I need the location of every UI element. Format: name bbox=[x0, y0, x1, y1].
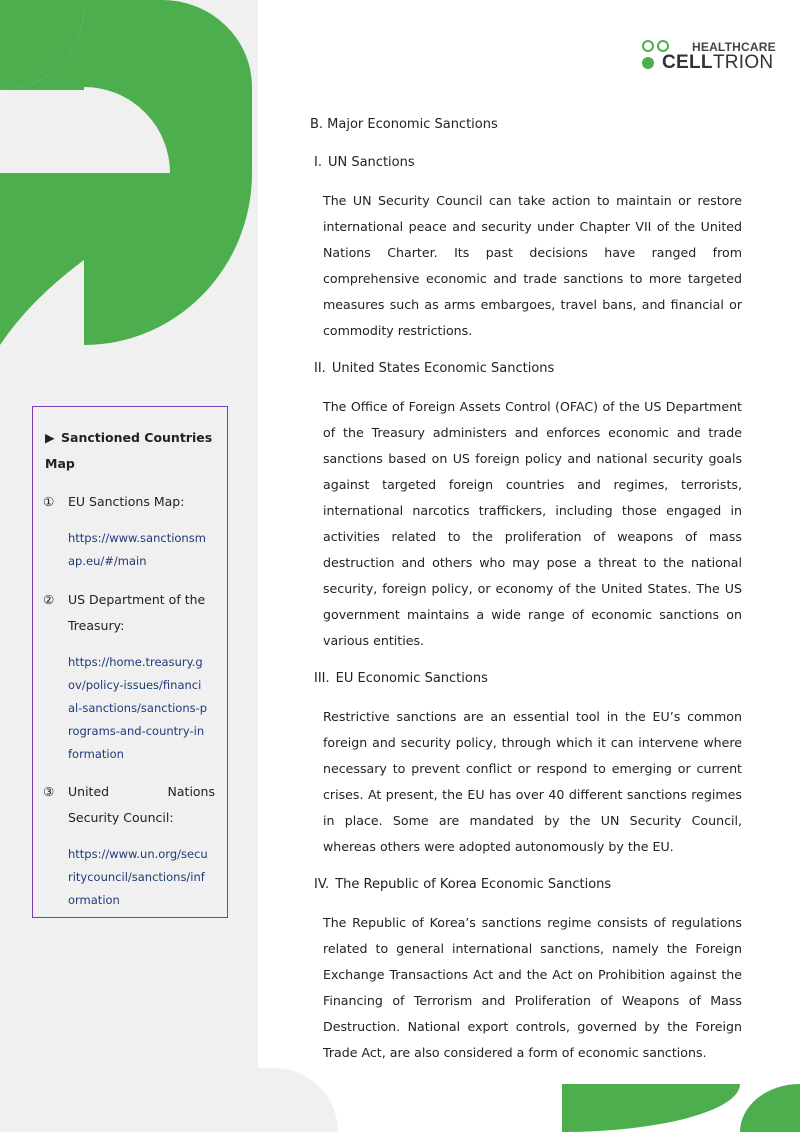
sidebox-entry-label: US Department of the Treasury: bbox=[68, 592, 206, 633]
logo-wordmark: CELLTRION bbox=[662, 52, 774, 73]
subsection-body-korea: The Republic of Korea’s sanctions regime consists of regulations related to general international sanctions, namely the Foreign Exchange Transactions Act and the Act on Prohibition against the Financing of Terrorism and Proliferation of Weapons of Mass Destruction. National export controls, governed by the Foreign Trade Act, are also considered a form of economic sanctions. bbox=[323, 915, 742, 1060]
subsection-title-eu: III. EU Economic Sanctions bbox=[314, 671, 488, 686]
section-title: B. Major Economic Sanctions bbox=[310, 117, 498, 132]
link-un-security-council[interactable]: https://www.un.org/securitycouncil/sanctions/information bbox=[68, 847, 208, 907]
deco-shape-bottom-right bbox=[740, 1084, 800, 1132]
logo-top-text: HEALTHCARE bbox=[692, 40, 776, 54]
sanctioned-countries-box bbox=[32, 406, 228, 918]
subsection-body-un: The UN Security Council can take action to maintain or restore international peace and security under Chapter VII of the United Nations Charter. Its past decisions have ranged from comprehensive economic and trade sanctions to more targeted measures such as arms embargoes, travel bans, and financial or commodity restrictions. bbox=[323, 193, 742, 338]
subsection-title-us: II. United States Economic Sanctions bbox=[314, 361, 555, 376]
sidebox-entry-eu bbox=[43, 489, 215, 515]
sidebox-heading: ▶ Sanctioned Countries Map bbox=[45, 425, 215, 477]
deco-shape-bottom-left bbox=[562, 1084, 740, 1132]
link-us-treasury[interactable]: https://home.treasury.gov/policy-issues/financial-sanctions/sanctions-programs-and-country-information bbox=[68, 655, 208, 761]
deco-shape-mid-right bbox=[84, 173, 252, 345]
company-logo bbox=[640, 38, 776, 78]
main-content bbox=[310, 112, 742, 1066]
circled-number-2-icon: ② bbox=[43, 592, 55, 607]
subsection-body-us: The Office of Foreign Assets Control (OFAC) of the US Department of the Treasury administers and enforces economic and trade sanctions based on US foreign policy and national security goals against targeted foreign countries and regimes, terrorists, international narcotics traffickers, including those engaged in activities related to the proliferation of weapons of mass destruction and others who may pose a threat to the national security, foreign policy, or economy of the United States. The US government maintains a wide range of economic sanctions on various entities. bbox=[323, 399, 742, 648]
subsection-body-eu: Restrictive sanctions are an essential tool in the EU’s common foreign and security policy, through which it can intervene where necessary to prevent conflict or respond to emerging or current crises. At present, the EU has over 40 different sanctions regimes in place. Some are mandated by the UN Security Council, whereas others were adopted autonomously by the EU. bbox=[323, 709, 742, 854]
link-eu-sanctions-map[interactable]: https://www.sanctionsmap.eu/#/main bbox=[68, 531, 206, 568]
circled-number-1-icon: ① bbox=[43, 494, 55, 509]
subsection-title-un: I. UN Sanctions bbox=[314, 155, 415, 170]
sidebox-entry-label: United Nations Security Council: bbox=[68, 784, 215, 825]
sidebox-entry-label: EU Sanctions Map: bbox=[68, 494, 185, 509]
sidebox-entry-un bbox=[43, 779, 215, 831]
circled-number-3-icon: ③ bbox=[43, 784, 55, 799]
sidebox-entry-us bbox=[43, 587, 215, 639]
subsection-title-korea: IV. The Republic of Korea Economic Sanctions bbox=[314, 877, 612, 892]
deco-shape-top-right bbox=[84, 0, 252, 173]
triangle-bullet-icon: ▶ bbox=[45, 430, 55, 445]
deco-shape-mid-left bbox=[0, 173, 84, 260]
